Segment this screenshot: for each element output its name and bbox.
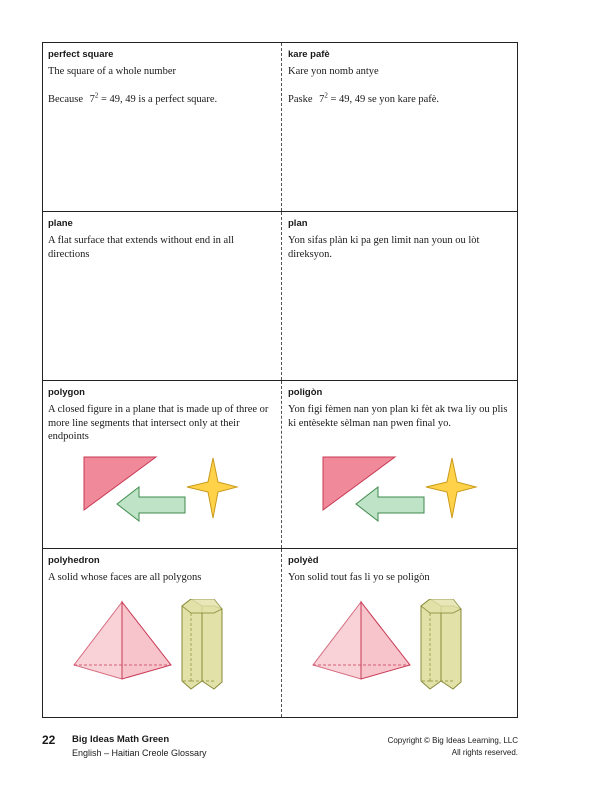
example-lead: Because	[48, 93, 83, 105]
english-entry	[43, 549, 281, 717]
definition-text: A solid whose faces are all polygons	[48, 572, 202, 583]
pyramid-shape	[313, 602, 410, 679]
term-heading: plane	[48, 218, 73, 229]
term-heading: plan	[288, 218, 308, 229]
creole-entry	[281, 43, 517, 211]
term-heading: perfect square	[48, 49, 114, 60]
polygon-figures	[81, 455, 241, 531]
copyright-block	[388, 735, 518, 759]
definition-text: Yon figi fèmen nan yon plan ki fèt ak twa liy ou plis ki entèsekte sèlman nan pwen final yo.	[288, 404, 508, 429]
page-number: 22	[42, 733, 56, 747]
glossary-row	[43, 43, 517, 211]
copyright-text: Copyright © Big Ideas Learning, LLC	[387, 736, 518, 745]
creole-entry	[281, 212, 517, 380]
definition-text: The square of a whole number	[48, 66, 176, 77]
glossary-row	[43, 380, 517, 548]
term-heading: polyhedron	[48, 555, 100, 566]
creole-entry	[281, 549, 517, 717]
term-heading: kare pafè	[288, 49, 330, 60]
definition-text: Kare yon nomb antye	[288, 66, 379, 77]
example-lead: Paske	[288, 93, 313, 105]
arrow-shape	[117, 487, 185, 521]
exponent: 2	[324, 91, 328, 99]
star-shape	[426, 458, 476, 518]
polyhedron-figures	[71, 599, 251, 695]
rights-text: All rights reserved.	[451, 748, 518, 757]
glossary-row	[43, 211, 517, 380]
glossary-subtitle: English – Haitian Creole Glossary	[72, 748, 207, 758]
arrow-shape	[356, 487, 424, 521]
example-text	[48, 93, 275, 107]
english-entry	[43, 43, 281, 211]
exponent: 2	[94, 91, 99, 99]
star-shape	[187, 458, 237, 518]
prism-shape	[182, 599, 222, 689]
definition-text: Yon solid tout fas li yo se poligòn	[288, 572, 430, 583]
example-rest: = 49, 49 is a perfect square.	[100, 93, 218, 105]
polyhedron-figures	[310, 599, 490, 695]
example-rest: = 49, 49 se yon kare pafè.	[330, 93, 440, 105]
polygon-figures	[320, 455, 480, 531]
term-heading: polyèd	[288, 555, 319, 566]
creole-entry	[281, 381, 517, 548]
example-text	[288, 93, 511, 107]
glossary-row	[43, 548, 517, 717]
definition-text: Yon sifas plàn ki pa gen limit nan youn ou lòt direksyon.	[288, 235, 480, 260]
term-heading: poligòn	[288, 387, 323, 398]
book-title: Big Ideas Math Green	[72, 734, 170, 745]
pyramid-shape	[74, 602, 171, 679]
definition-text: A flat surface that extends without end in all directions	[48, 235, 235, 260]
glossary-table	[42, 42, 518, 718]
definition-text: A closed figure in a plane that is made up of three or more line segments that intersect only at their endpoints	[48, 404, 269, 442]
exponent-base: 7	[89, 93, 95, 105]
term-heading: polygon	[48, 387, 85, 398]
exponent-base: 7	[319, 93, 325, 105]
english-entry	[43, 212, 281, 380]
prism-shape	[421, 599, 461, 689]
english-entry	[43, 381, 281, 548]
